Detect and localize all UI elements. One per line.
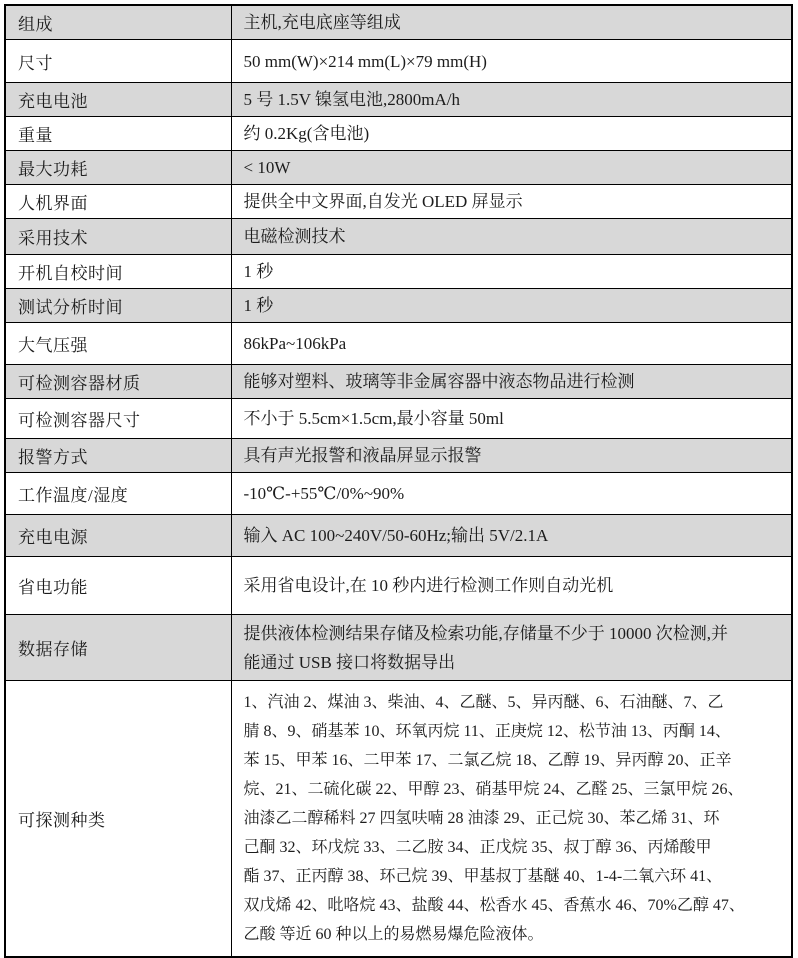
spec-label-cell: 组成 [5,5,231,40]
table-row [5,615,792,681]
spec-label-cell: 开机自校时间 [5,255,231,289]
table-row [5,151,792,185]
spec-label-cell: 可检测容器材质 [5,365,231,399]
table-row [5,557,792,615]
spec-value-line: 1 秒 [243,296,274,315]
spec-value-cell [231,681,792,957]
spec-label-cell: 尺寸 [5,40,231,83]
table-row [5,83,792,117]
spec-value-line: 酯 37、正丙醇 38、环己烷 39、甲基叔丁基醚 40、1-4-二氧六环 41、 [243,867,723,885]
spec-value-cell [231,399,792,439]
spec-label-cell: 人机界面 [5,185,231,219]
table-row [5,399,792,439]
spec-value-line: -10℃-+55℃/0%~90% [243,484,405,503]
spec-value-cell [231,365,792,399]
spec-value-cell [231,473,792,515]
spec-value-line: 输入 AC 100~240V/50-60Hz;输出 5V/2.1A [243,526,549,545]
spec-value-cell [231,185,792,219]
spec-value-line: 提供液体检测结果存储及检索功能,存储量不少于 10000 次检测,并 [243,623,728,643]
spec-value-line: 86kPa~106kPa [243,334,347,353]
spec-value-cell [231,255,792,289]
spec-label-cell: 充电电池 [5,83,231,117]
spec-value-line: < 10W [243,158,291,177]
spec-value-line: 1、汽油 2、煤油 3、柴油、4、乙醚、5、异丙醚、6、石油醚、7、乙 [243,693,724,711]
table-row [5,515,792,557]
table-row [5,439,792,473]
spec-value-line: 油漆乙二醇稀料 27 四氢呋喃 28 油漆 29、正己烷 30、苯乙烯 31、环 [243,809,720,827]
spec-value-line: 不小于 5.5cm×1.5cm,最小容量 50ml [243,409,504,428]
spec-value-line: 主机,充电底座等组成 [243,13,401,32]
spec-value-line: 约 0.2Kg(含电池) [243,124,370,143]
table-row [5,289,792,323]
table-row [5,323,792,365]
spec-label-cell: 省电功能 [5,557,231,615]
spec-label-cell: 可探测种类 [5,681,231,957]
spec-value-line: 腈 8、9、硝基苯 10、环氧丙烷 11、正庚烷 12、松节油 13、丙酮 14、 [243,722,731,740]
spec-value-line: 苯 15、甲苯 16、二甲苯 17、二氯乙烷 18、乙醇 19、异丙醇 20、正辛 [243,751,732,769]
spec-value-line: 双戊烯 42、吡咯烷 43、盐酸 44、松香水 45、香蕉水 46、70%乙醇 47、 [243,896,745,914]
spec-value-line: 能够对塑料、玻璃等非金属容器中液态物品进行检测 [243,372,635,391]
table-row [5,255,792,289]
spec-value-cell [231,439,792,473]
spec-value-line: 己酮 32、环戊烷 33、二乙胺 34、正戊烷 35、叔丁醇 36、丙烯酸甲 [243,838,712,856]
table-row [5,681,792,957]
spec-value-cell [231,323,792,365]
spec-value-cell [231,117,792,151]
spec-value-cell [231,83,792,117]
spec-label-cell: 工作温度/湿度 [5,473,231,515]
spec-value-line: 采用省电设计,在 10 秒内进行检测工作则自动光机 [243,576,614,595]
spec-value-cell [231,615,792,681]
spec-label-cell: 数据存储 [5,615,231,681]
spec-value-line: 1 秒 [243,262,274,281]
spec-value-cell [231,289,792,323]
spec-label-cell: 采用技术 [5,219,231,255]
spec-value-line: 提供全中文界面,自发光 OLED 屏显示 [243,192,523,211]
spec-label-cell: 充电电源 [5,515,231,557]
spec-value-line: 50 mm(W)×214 mm(L)×79 mm(H) [243,51,487,71]
spec-label-cell: 报警方式 [5,439,231,473]
table-row [5,219,792,255]
spec-value-cell [231,40,792,83]
table-row [5,40,792,83]
spec-value-cell [231,151,792,185]
spec-value-line: 能通过 USB 接口将数据导出 [243,652,456,672]
spec-label-cell: 可检测容器尺寸 [5,399,231,439]
table-row [5,185,792,219]
spec-value-cell [231,5,792,40]
spec-value-line: 5 号 1.5V 镍氢电池,2800mA/h [243,90,460,109]
spec-label-cell: 最大功耗 [5,151,231,185]
spec-value-line: 乙酸 等近 60 种以上的易燃易爆危险液体。 [243,925,544,943]
spec-label-cell: 重量 [5,117,231,151]
spec-label-cell: 测试分析时间 [5,289,231,323]
spec-value-line: 烷、21、二硫化碳 22、甲醇 23、硝基甲烷 24、乙醛 25、三氯甲烷 26、 [243,780,744,798]
table-row [5,5,792,40]
table-row [5,473,792,515]
table-row [5,117,792,151]
spec-value-cell [231,515,792,557]
spec-table-body [5,5,792,957]
spec-value-cell [231,219,792,255]
spec-value-line: 电磁检测技术 [243,227,346,246]
spec-label-cell: 大气压强 [5,323,231,365]
spec-table [4,4,793,958]
spec-value-line: 具有声光报警和液晶屏显示报警 [243,446,482,465]
table-row [5,365,792,399]
spec-value-cell [231,557,792,615]
